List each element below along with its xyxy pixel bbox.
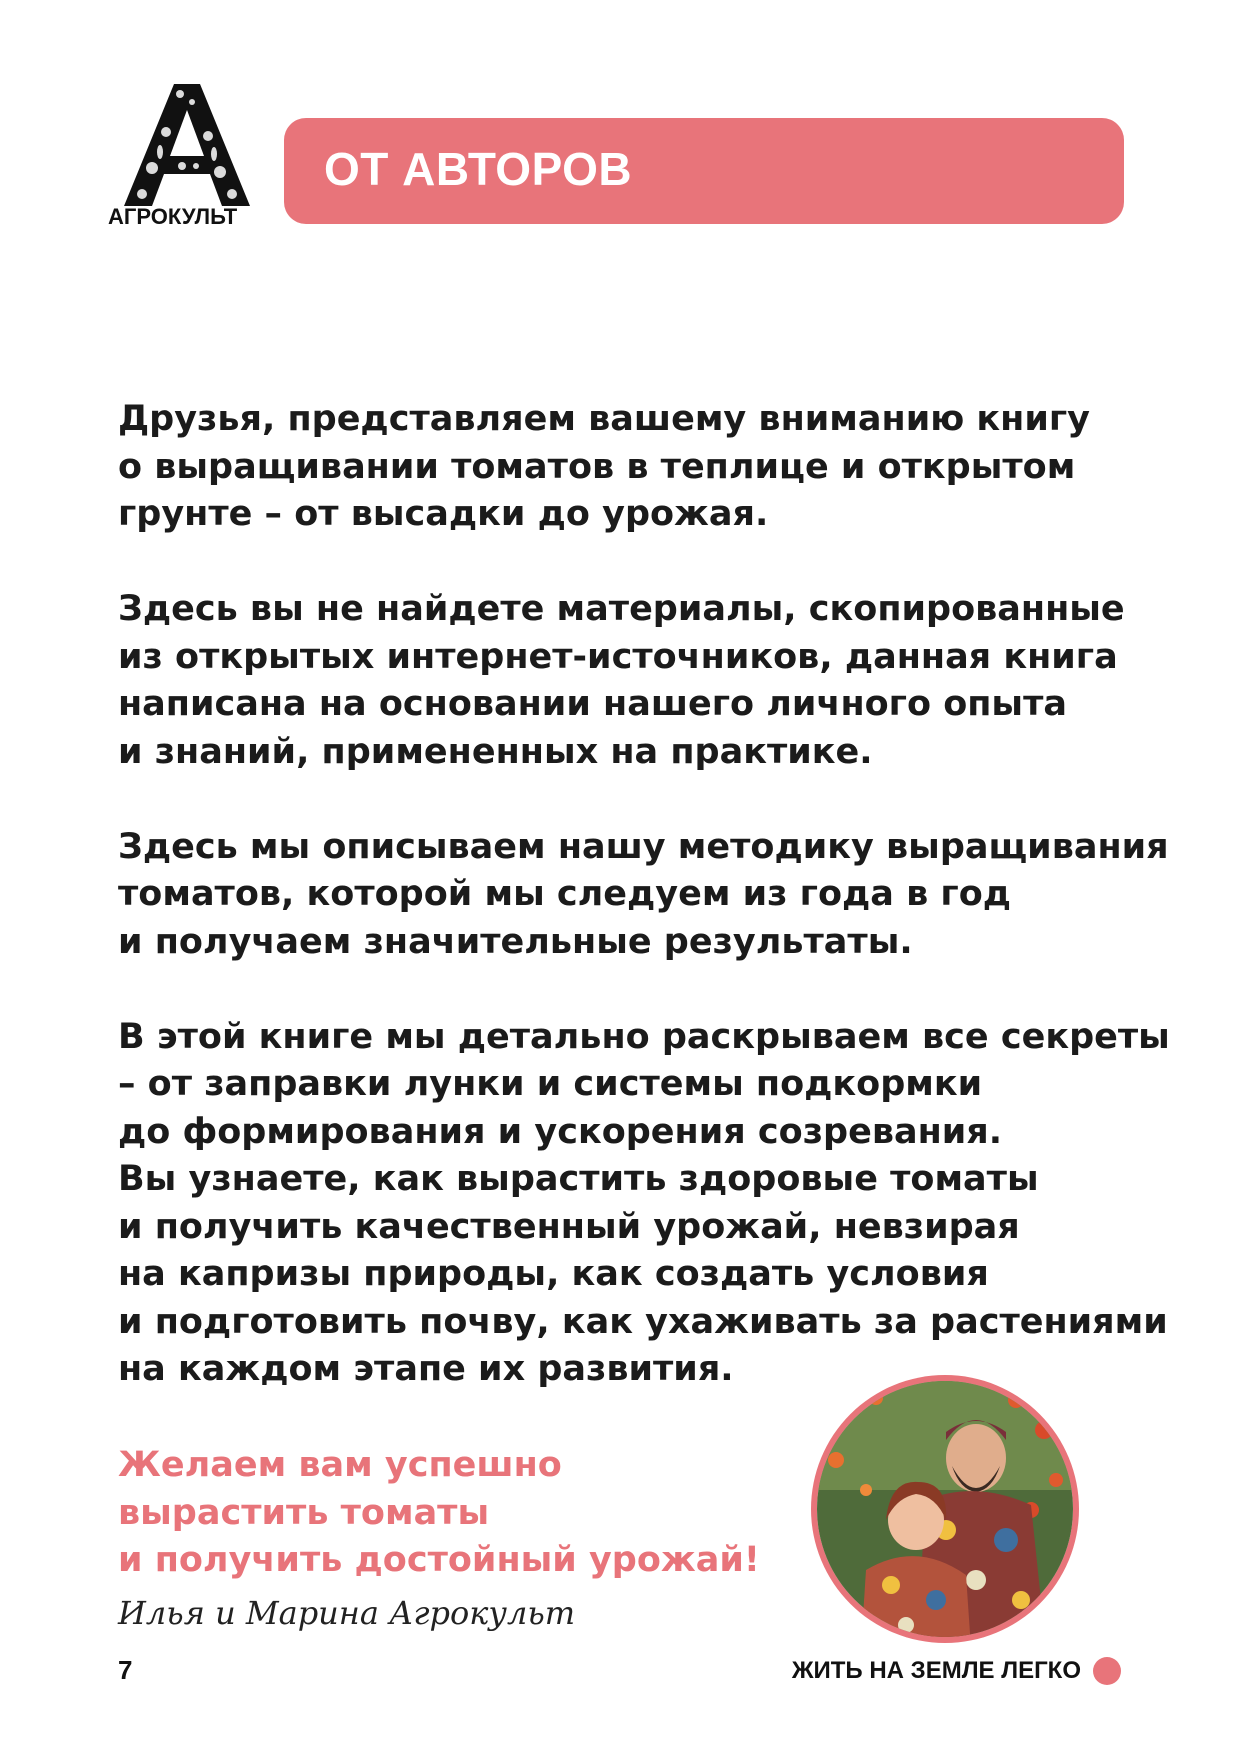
text-line: написана на основании нашего личного опыта [118, 684, 1067, 724]
text-line: и получить качественный урожай, невзирая [118, 1206, 1020, 1247]
tomato-icon [1090, 1652, 1124, 1686]
authors-signature: Илья и Марина Агрокульт [118, 1594, 576, 1632]
wish-line: вырастить томаты [118, 1492, 490, 1533]
text-line: до формирования и ускорения созревания. [118, 1111, 1003, 1152]
text-line: и получаем значительные результаты. [118, 921, 913, 962]
wish-line: Желаем вам успешно [118, 1445, 562, 1485]
paragraph-1 [118, 396, 1138, 539]
text-line: В этой книге мы детально раскрываем все секреты [118, 1016, 1170, 1057]
body-text [118, 396, 1170, 1441]
paragraph-3 [118, 824, 1169, 967]
text-line: и знаний, примененных на практике. [118, 731, 873, 772]
text-line: Здесь вы не найдете материалы, скопированные [118, 589, 1125, 629]
text-line: Здесь мы описываем нашу методику выращивания [118, 826, 1169, 867]
vegetable-letter-a-icon [122, 82, 252, 208]
text-line: – от заправки лунки и системы подкормки [118, 1064, 983, 1104]
text-line: из открытых интернет-источников, данная книга [118, 636, 1118, 677]
page-number: 7 [118, 1655, 133, 1685]
paragraph-4 [118, 1014, 1170, 1394]
section-title-bar [284, 118, 1124, 224]
paragraph-2 [118, 586, 1138, 776]
wish-line: и получить достойный урожай! [118, 1540, 760, 1580]
authors-photo [806, 1370, 1084, 1648]
text-line: на каждом этапе их развития. [118, 1349, 734, 1389]
footer-tagline: ЖИТЬ НА ЗЕМЛЕ ЛЕГКО [791, 1657, 1081, 1684]
text-line: Вы узнаете, как вырастить здоровые томаты [118, 1159, 1039, 1199]
page-title: ОТ АВТОРОВ [324, 143, 633, 195]
text-line: грунте – от высадки до урожая. [118, 494, 769, 534]
closing-wish [118, 1442, 758, 1585]
text-line: о выращивании томатов в теплице и открытом [118, 446, 1076, 487]
text-line: и подготовить почву, как ухаживать за растениями [118, 1301, 1168, 1342]
text-line: на капризы природы, как создать условия [118, 1254, 989, 1294]
text-line: томатов, которой мы следуем из года в год [118, 874, 1012, 914]
text-line: Друзья, представляем вашему вниманию книгу [118, 399, 1090, 439]
logo-wordmark: АГРОКУЛЬТ [108, 204, 238, 229]
agrokult-logo [108, 82, 268, 232]
